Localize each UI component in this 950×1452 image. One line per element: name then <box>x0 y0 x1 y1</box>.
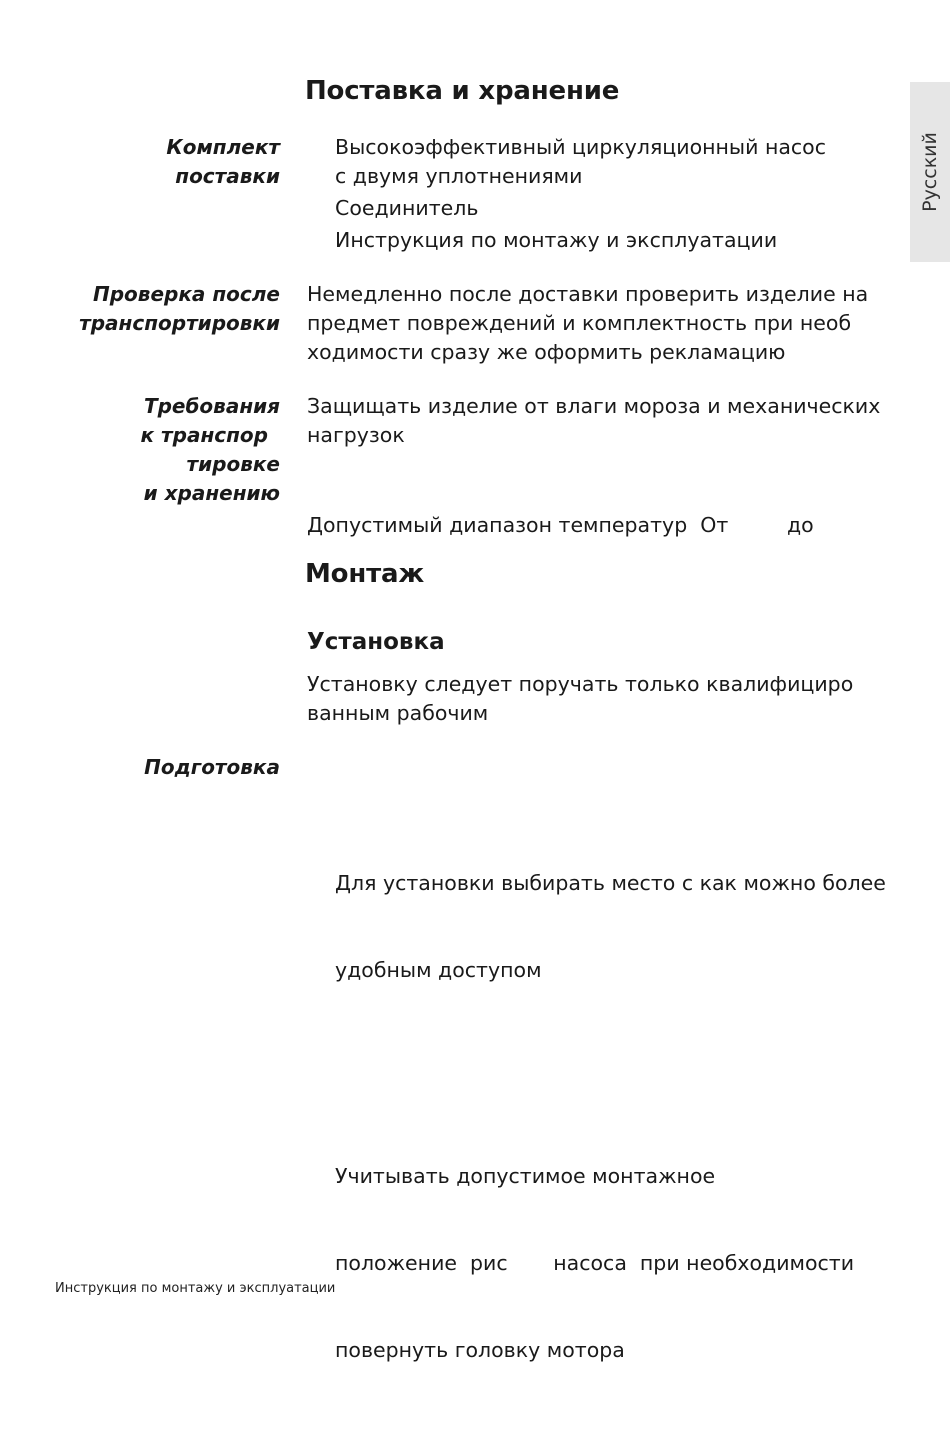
list-item <box>335 1104 886 1423</box>
list-item <box>335 226 826 255</box>
label-line: и хранению <box>143 481 280 505</box>
label-line: Проверка после <box>93 282 280 306</box>
section-title-delivery: Поставка и хранение <box>305 76 620 106</box>
text-line: удобным доступом <box>335 958 542 982</box>
text-line: предмет повреждений и комплектность при необ <box>307 311 852 335</box>
label-line: Требования <box>143 394 280 418</box>
transport-check-text <box>307 280 868 367</box>
text-line: нагрузок <box>307 423 405 447</box>
text-line: Учитывать допустимое монтажное <box>335 1164 716 1188</box>
subsection-title-setup: Установка <box>307 629 445 655</box>
label-line: тировке <box>186 452 280 476</box>
section-title-installation: Монтаж <box>305 559 424 589</box>
page-footer: Инструкция по монтажу и эксплуатации <box>55 1281 336 1296</box>
text-line: Установку следует поручать только квалифициро <box>307 672 854 696</box>
text-line: Соединитель <box>335 196 479 220</box>
label-line: поставки <box>175 164 280 188</box>
paragraph <box>307 392 880 450</box>
label-preparation <box>144 753 280 782</box>
text-line: положение рис насоса при необходимости <box>335 1251 855 1275</box>
language-tab[interactable] <box>910 82 950 262</box>
label-line: Подготовка <box>144 755 280 779</box>
label-line: Комплект <box>166 135 280 159</box>
text-line: ванным рабочим <box>307 701 489 725</box>
label-transport-check <box>79 280 280 338</box>
text-line: Допустимый диапазон температур От до <box>307 513 814 537</box>
label-line: к транспор <box>140 423 268 447</box>
text-line: Защищать изделие от влаги мороза и механических <box>307 394 881 418</box>
text-line: Для установки выбирать место с как можно более <box>335 871 886 895</box>
paragraph <box>307 670 853 728</box>
label-transport-storage <box>141 392 281 508</box>
list-item <box>335 133 826 191</box>
text-line: с двумя уплотнениями <box>335 164 583 188</box>
text-line: ходимости сразу же оформить рекламацию <box>307 340 786 364</box>
text-line: повернуть головку мотора <box>335 1338 625 1362</box>
setup-intro-text <box>307 670 853 728</box>
text-line: Высокоэффективный циркуляционный насос <box>335 135 826 159</box>
list-item <box>335 811 886 1043</box>
label-delivery-contents <box>166 133 280 191</box>
language-tab-label: Русский <box>919 132 941 212</box>
text-line: Немедленно после доставки проверить изделие на <box>307 282 869 306</box>
delivery-contents-list <box>335 133 826 255</box>
paragraph <box>307 280 868 367</box>
preparation-list <box>335 753 886 1452</box>
label-line: транспортировки <box>79 311 280 335</box>
text-line: Инструкция по монтажу и эксплуатации <box>335 228 778 252</box>
list-item <box>335 194 826 223</box>
